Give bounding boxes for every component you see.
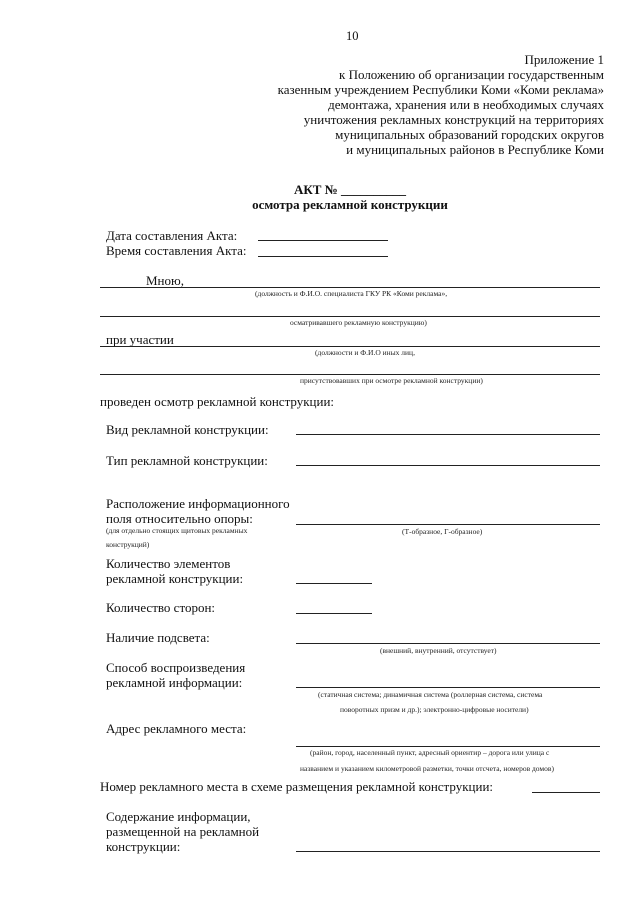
- time-field[interactable]: [258, 256, 388, 257]
- participants-note: (должности и Ф.И.О иных лиц,: [315, 348, 415, 357]
- date-field[interactable]: [258, 240, 388, 241]
- address-note: названием и указанием километровой разметки, точки отсчета, номеров домов): [300, 764, 554, 773]
- appendix-line: муниципальных образований городских округов: [335, 127, 604, 142]
- location-options: (Т-образное, Г-образное): [402, 527, 483, 536]
- location-note: конструкций): [106, 540, 150, 549]
- address-label: Адрес рекламного места:: [106, 721, 247, 736]
- lighting-label: Наличие подсвета:: [106, 630, 210, 645]
- location-label: Расположение информационного: [106, 496, 290, 511]
- method-options: поворотных призм и др.); электронно-цифровые носители): [340, 705, 529, 714]
- location-field[interactable]: [296, 524, 600, 525]
- elements-label: рекламной конструкции:: [106, 571, 244, 586]
- inspection-done: проведен осмотр рекламной конструкции:: [100, 394, 335, 409]
- content-field[interactable]: [296, 851, 600, 852]
- specialist-note: (должность и Ф.И.О. специалиста ГКУ РК «Коми реклама»,: [255, 289, 448, 298]
- inspecting-note: осматривавшего рекламную конструкцию): [290, 318, 427, 327]
- specialist-field[interactable]: [100, 287, 600, 288]
- participants-field[interactable]: [100, 346, 600, 347]
- method-field[interactable]: [296, 687, 600, 688]
- address-note: (район, город, населенный пункт, адресный ориентир – дорога или улица с: [310, 748, 550, 757]
- by-me-label: Мною,: [146, 273, 184, 288]
- method-label: Способ воспроизведения: [106, 660, 246, 675]
- participants-field-2[interactable]: [100, 374, 600, 375]
- page-number: 10: [346, 29, 359, 43]
- location-note: (для отдельно стоящих щитовых рекламных: [106, 526, 248, 535]
- type-field[interactable]: [296, 465, 600, 466]
- lighting-options: (внешний, внутренний, отсутствует): [380, 646, 497, 655]
- appendix-line: демонтажа, хранения или в необходимых случаях: [328, 97, 604, 112]
- content-label: конструкции:: [106, 839, 181, 854]
- location-label: поля относительно опоры:: [106, 511, 253, 526]
- appendix-line: к Положению об организации государственным: [339, 67, 604, 82]
- content-label: Содержание информации,: [106, 809, 251, 824]
- present-note: присутствовавших при осмотре рекламной конструкции): [300, 376, 483, 385]
- method-label: рекламной информации:: [106, 675, 243, 690]
- method-options: (статичная система; динамичная система (роллерная система, система: [318, 690, 543, 699]
- appendix-header: [204, 52, 604, 157]
- participation-label: при участии: [106, 332, 174, 347]
- elements-label: Количество элементов: [106, 556, 231, 571]
- act-title: АКТ № __________: [293, 182, 407, 197]
- lighting-field[interactable]: [296, 643, 600, 644]
- specialist-field-2[interactable]: [100, 316, 600, 317]
- kind-label: Вид рекламной конструкции:: [106, 422, 269, 437]
- sides-field[interactable]: [296, 613, 372, 614]
- sides-label: Количество сторон:: [106, 600, 216, 615]
- appendix-line: уничтожения рекламных конструкций на территориях: [303, 112, 604, 127]
- date-label: Дата составления Акта:: [106, 228, 238, 243]
- time-label: Время составления Акта:: [106, 243, 247, 258]
- kind-field[interactable]: [296, 434, 600, 435]
- appendix-line: и муниципальных районов в Республике Коми: [346, 142, 604, 157]
- elements-field[interactable]: [296, 583, 372, 584]
- type-label: Тип рекламной конструкции:: [106, 453, 268, 468]
- content-label: размещенной на рекламной: [106, 824, 260, 839]
- number-label: Номер рекламного места в схеме размещения рекламной конструкции:: [100, 779, 494, 794]
- appendix-line: казенным учреждением Республики Коми «Коми реклама»: [277, 82, 604, 97]
- appendix-line: Приложение 1: [524, 52, 604, 67]
- address-field[interactable]: [296, 746, 600, 747]
- act-subtitle: осмотра рекламной конструкции: [252, 197, 448, 212]
- number-field[interactable]: [532, 792, 600, 793]
